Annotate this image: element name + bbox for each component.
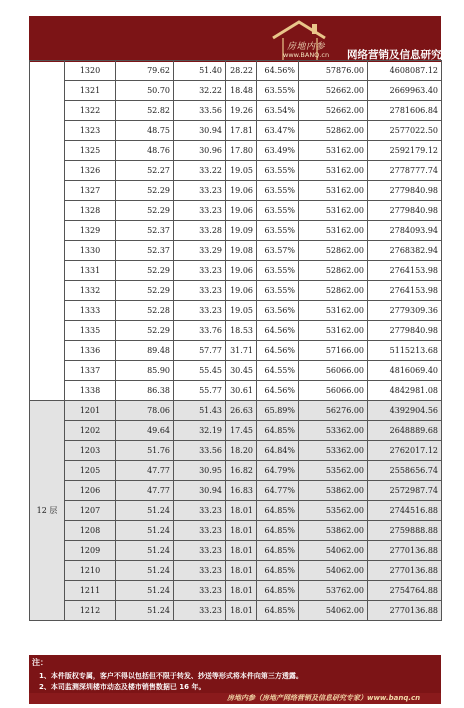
value-cell: 52862.00 [299,281,368,301]
room-number-cell: 1333 [65,301,116,321]
value-cell: 63.55% [257,161,299,181]
value-cell: 52.37 [116,221,174,241]
room-number-cell: 1327 [65,181,116,201]
room-number-cell: 1336 [65,341,116,361]
value-cell: 52.29 [116,321,174,341]
table-row [30,121,442,141]
value-cell: 51.24 [116,581,174,601]
value-cell: 85.90 [116,361,174,381]
value-cell: 53162.00 [299,141,368,161]
footer-tagline: 房地内参（房地产网络营销及信息研究专家）www.banq.cn [227,694,421,702]
value-cell: 2770136.88 [368,561,442,581]
value-cell: 64.56% [257,381,299,401]
room-number-cell: 1329 [65,221,116,241]
room-number-cell: 1212 [65,601,116,621]
value-cell: 53162.00 [299,181,368,201]
value-cell: 2572987.74 [368,481,442,501]
room-number-cell: 1210 [65,561,116,581]
value-cell: 19.06 [226,181,257,201]
value-cell: 18.01 [226,501,257,521]
value-cell: 4816069.40 [368,361,442,381]
value-cell: 19.09 [226,221,257,241]
value-cell: 53562.00 [299,501,368,521]
value-cell: 33.23 [174,181,226,201]
value-cell: 52.82 [116,101,174,121]
value-cell: 2764153.98 [368,261,442,281]
value-cell: 2770136.88 [368,541,442,561]
value-cell: 65.89% [257,401,299,421]
table-row [30,461,442,481]
table-row [30,161,442,181]
value-cell: 63.57% [257,241,299,261]
value-cell: 63.56% [257,301,299,321]
table-row [30,441,442,461]
value-cell: 64.85% [257,541,299,561]
table-row [30,521,442,541]
value-cell: 31.71 [226,341,257,361]
value-cell: 52862.00 [299,261,368,281]
value-cell: 52662.00 [299,101,368,121]
value-cell: 16.82 [226,461,257,481]
value-cell: 18.01 [226,521,257,541]
room-number-cell: 1201 [65,401,116,421]
value-cell: 2781606.84 [368,101,442,121]
value-cell: 52.29 [116,281,174,301]
room-number-cell: 1202 [65,421,116,441]
value-cell: 56276.00 [299,401,368,421]
value-cell: 64.85% [257,561,299,581]
value-cell: 32.19 [174,421,226,441]
table-row [30,221,442,241]
value-cell: 17.80 [226,141,257,161]
table-row [30,421,442,441]
value-cell: 30.45 [226,361,257,381]
notes-label: 注： [32,658,48,667]
value-cell: 53362.00 [299,441,368,461]
value-cell: 26.63 [226,401,257,421]
value-cell: 64.84% [257,441,299,461]
value-cell: 57166.00 [299,341,368,361]
value-cell: 51.76 [116,441,174,461]
value-cell: 2768382.94 [368,241,442,261]
value-cell: 57876.00 [299,61,368,81]
value-cell: 33.23 [174,601,226,621]
value-cell: 63.55% [257,181,299,201]
table-row [30,321,442,341]
table-row [30,401,442,421]
value-cell: 2779840.98 [368,181,442,201]
value-cell: 2778777.74 [368,161,442,181]
table-row [30,181,442,201]
room-number-cell: 1211 [65,581,116,601]
value-cell: 19.06 [226,201,257,221]
value-cell: 33.23 [174,501,226,521]
table-row [30,281,442,301]
table-row [30,81,442,101]
value-cell: 2592179.12 [368,141,442,161]
value-cell: 2770136.88 [368,601,442,621]
value-cell: 79.62 [116,61,174,81]
value-cell: 33.29 [174,241,226,261]
value-cell: 49.64 [116,421,174,441]
room-number-cell: 1206 [65,481,116,501]
value-cell: 55.77 [174,381,226,401]
value-cell: 18.20 [226,441,257,461]
value-cell: 52662.00 [299,81,368,101]
value-cell: 48.75 [116,121,174,141]
table-row [30,361,442,381]
table-row [30,141,442,161]
value-cell: 63.47% [257,121,299,141]
value-cell: 2754764.88 [368,581,442,601]
value-cell: 53162.00 [299,201,368,221]
value-cell: 53862.00 [299,521,368,541]
value-cell: 4608087.12 [368,61,442,81]
value-cell: 89.48 [116,341,174,361]
value-cell: 52.29 [116,181,174,201]
value-cell: 63.55% [257,81,299,101]
value-cell: 51.24 [116,501,174,521]
table-row [30,561,442,581]
value-cell: 18.01 [226,541,257,561]
room-number-cell: 1331 [65,261,116,281]
value-cell: 64.85% [257,421,299,441]
table-row [30,341,442,361]
room-number-cell: 1325 [65,141,116,161]
room-number-cell: 1326 [65,161,116,181]
value-cell: 86.38 [116,381,174,401]
value-cell: 28.22 [226,61,257,81]
value-cell: 2762017.12 [368,441,442,461]
value-cell: 54062.00 [299,601,368,621]
value-cell: 33.23 [174,561,226,581]
value-cell: 30.96 [174,141,226,161]
value-cell: 33.56 [174,441,226,461]
table-row [30,581,442,601]
value-cell: 2779840.98 [368,201,442,221]
value-cell: 33.28 [174,221,226,241]
table-row [30,201,442,221]
value-cell: 48.76 [116,141,174,161]
value-cell: 53162.00 [299,301,368,321]
value-cell: 52862.00 [299,121,368,141]
value-cell: 64.79% [257,461,299,481]
value-cell: 30.95 [174,461,226,481]
footer-notes [29,655,441,704]
value-cell: 63.55% [257,281,299,301]
value-cell: 53162.00 [299,221,368,241]
value-cell: 51.43 [174,401,226,421]
value-cell: 56066.00 [299,381,368,401]
table-row [30,381,442,401]
value-cell: 52.37 [116,241,174,261]
value-cell: 53562.00 [299,461,368,481]
value-cell: 33.23 [174,541,226,561]
room-number-cell: 1332 [65,281,116,301]
room-number-cell: 1338 [65,381,116,401]
value-cell: 18.48 [226,81,257,101]
floor-cell: 12 层 [30,401,65,621]
value-cell: 51.24 [116,541,174,561]
table-row [30,301,442,321]
value-cell: 55.45 [174,361,226,381]
value-cell: 2744516.88 [368,501,442,521]
header-slogan: 网络营销及信息研究专家 [347,49,463,61]
value-cell: 63.54% [257,101,299,121]
value-cell: 2648889.68 [368,421,442,441]
value-cell: 19.05 [226,161,257,181]
value-cell: 53762.00 [299,581,368,601]
value-cell: 47.77 [116,461,174,481]
value-cell: 54062.00 [299,541,368,561]
value-cell: 47.77 [116,481,174,501]
value-cell: 19.26 [226,101,257,121]
value-cell: 64.55% [257,361,299,381]
value-cell: 2779840.98 [368,321,442,341]
value-cell: 18.01 [226,561,257,581]
room-number-cell: 1328 [65,201,116,221]
value-cell: 33.23 [174,581,226,601]
value-cell: 53362.00 [299,421,368,441]
room-number-cell: 1207 [65,501,116,521]
value-cell: 2669963.40 [368,81,442,101]
table-row [30,601,442,621]
value-cell: 56066.00 [299,361,368,381]
value-cell: 78.06 [116,401,174,421]
value-cell: 51.24 [116,521,174,541]
table-row [30,541,442,561]
room-number-cell: 1203 [65,441,116,461]
value-cell: 64.85% [257,501,299,521]
value-cell: 63.55% [257,201,299,221]
room-number-cell: 1209 [65,541,116,561]
room-number-cell: 1337 [65,361,116,381]
room-number-cell: 1321 [65,81,116,101]
table-row [30,101,442,121]
value-cell: 2779309.36 [368,301,442,321]
value-cell: 4842981.08 [368,381,442,401]
value-cell: 63.55% [257,261,299,281]
value-cell: 2784093.94 [368,221,442,241]
value-cell: 64.85% [257,601,299,621]
value-cell: 17.81 [226,121,257,141]
value-cell: 64.56% [257,321,299,341]
value-cell: 33.23 [174,301,226,321]
value-cell: 50.70 [116,81,174,101]
value-cell: 52.27 [116,161,174,181]
value-cell: 33.76 [174,321,226,341]
value-cell: 16.83 [226,481,257,501]
value-cell: 30.61 [226,381,257,401]
value-cell: 54062.00 [299,561,368,581]
room-number-cell: 1323 [65,121,116,141]
value-cell: 52.29 [116,201,174,221]
room-number-cell: 1335 [65,321,116,341]
room-number-cell: 1320 [65,61,116,81]
value-cell: 52.29 [116,261,174,281]
value-cell: 33.22 [174,161,226,181]
value-cell: 33.23 [174,281,226,301]
value-cell: 2577022.50 [368,121,442,141]
value-cell: 53162.00 [299,321,368,341]
brand-url: www.BANQ.cn [283,51,330,59]
value-cell: 57.77 [174,341,226,361]
note-monitoring: 2、本司监测深圳楼市动态及楼市销售数据已 16 年。 [39,683,206,691]
value-cell: 32.22 [174,81,226,101]
table-row [30,481,442,501]
value-cell: 64.85% [257,521,299,541]
value-cell: 30.94 [174,121,226,141]
value-cell: 51.24 [116,601,174,621]
value-cell: 53162.00 [299,161,368,181]
value-cell: 2759888.88 [368,521,442,541]
value-cell: 30.94 [174,481,226,501]
table-row [30,61,442,81]
value-cell: 33.56 [174,101,226,121]
price-table [29,60,442,621]
value-cell: 63.49% [257,141,299,161]
table-row [30,261,442,281]
value-cell: 51.24 [116,561,174,581]
value-cell: 5115213.68 [368,341,442,361]
value-cell: 51.40 [174,61,226,81]
room-number-cell: 1208 [65,521,116,541]
value-cell: 64.85% [257,581,299,601]
table-row [30,501,442,521]
header-banner [29,16,463,62]
value-cell: 19.06 [226,261,257,281]
room-number-cell: 1322 [65,101,116,121]
value-cell: 53862.00 [299,481,368,501]
room-number-cell: 1205 [65,461,116,481]
table-row [30,241,442,261]
value-cell: 64.56% [257,341,299,361]
brand-name: 房地内参 [287,42,326,52]
value-cell: 4392904.56 [368,401,442,421]
value-cell: 18.53 [226,321,257,341]
value-cell: 52862.00 [299,241,368,261]
value-cell: 33.23 [174,521,226,541]
value-cell: 17.45 [226,421,257,441]
value-cell: 19.06 [226,281,257,301]
value-cell: 64.77% [257,481,299,501]
value-cell: 33.23 [174,261,226,281]
value-cell: 2764153.98 [368,281,442,301]
value-cell: 64.56% [257,61,299,81]
value-cell: 19.05 [226,301,257,321]
room-number-cell: 1330 [65,241,116,261]
value-cell: 33.23 [174,201,226,221]
value-cell: 52.28 [116,301,174,321]
note-copyright: 1、本件版权专属，客户不得以包括但不限于转发、抄送等形式将本件向第三方透露。 [39,672,303,680]
value-cell: 63.55% [257,221,299,241]
value-cell: 18.01 [226,581,257,601]
value-cell: 18.01 [226,601,257,621]
value-cell: 19.08 [226,241,257,261]
floor-cell [30,61,65,401]
value-cell: 2558656.74 [368,461,442,481]
